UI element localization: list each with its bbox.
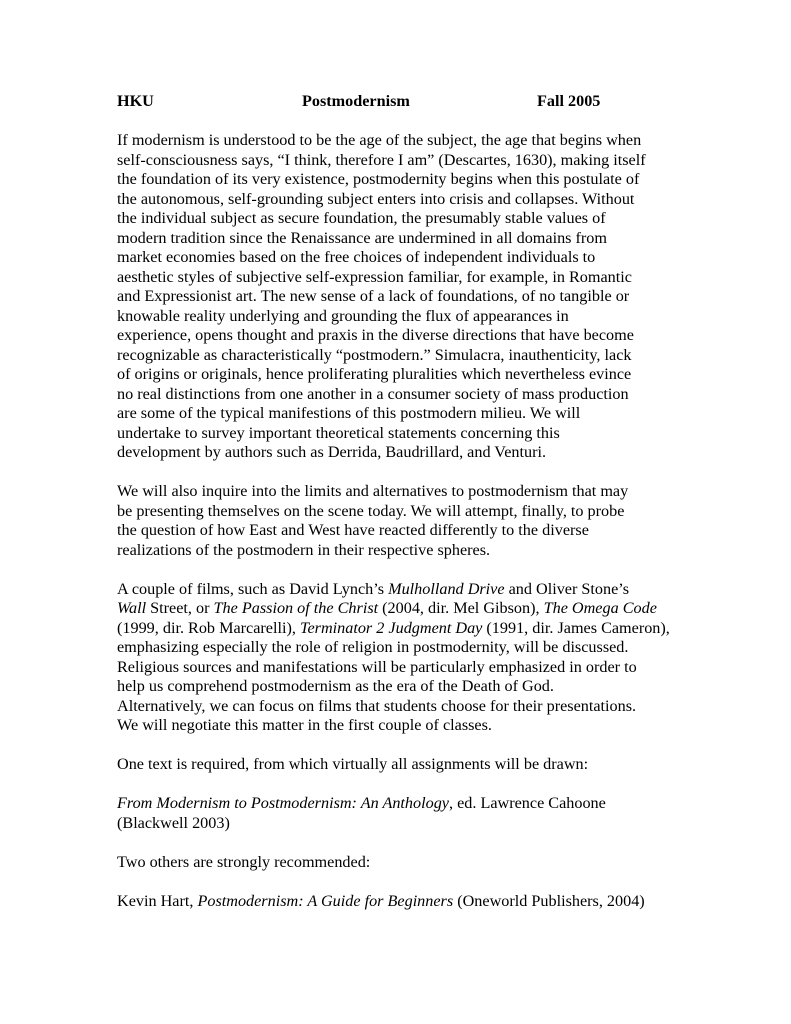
text-line: the question of how East and West have reacted differently to the diverse <box>117 521 589 539</box>
film-title: Mulholland Drive <box>388 579 505 598</box>
required-text-citation <box>117 794 677 833</box>
text-line <box>117 619 677 639</box>
film-title: The Omega Code <box>543 599 657 617</box>
syllabus-page <box>117 92 677 931</box>
film-title: Terminator 2 Judgment Day <box>299 618 483 637</box>
text-line: We will also inquire into the limits and alternatives to postmodernism that may <box>117 482 629 500</box>
text-line: If modernism is understood to be the age of the subject, the age that begins when <box>117 131 642 149</box>
text-line: be presenting themselves on the scene today. We will attempt, finally, to probe <box>117 501 625 520</box>
text-line <box>117 580 677 600</box>
text-line: aesthetic styles of subjective self-expression familiar, for example, in Romantic <box>117 267 632 286</box>
text-line: market economies based on the free choices of independent individuals to <box>117 248 596 266</box>
text-run: and Oliver Stone’s <box>504 579 630 598</box>
header-course-title: Postmodernism <box>302 92 410 110</box>
text-line: Two others are strongly recommended: <box>117 852 371 871</box>
paragraph-limits <box>117 482 677 560</box>
paragraph-introduction <box>117 131 677 463</box>
text-line: no real distinctions from one another in a consumer society of mass production <box>117 384 629 403</box>
text-line: the foundation of its very existence, postmodernity begins when this postulate of <box>117 170 640 188</box>
text-run: A couple of films, such as David Lynch’s <box>117 579 389 598</box>
film-title: Wall <box>117 599 147 617</box>
text-line: realizations of the postmodern in their respective spheres. <box>117 540 491 559</box>
text-line <box>117 892 677 912</box>
book-title: From Modernism to Postmodernism: An Anthology <box>117 794 449 812</box>
text-line: undertake to survey important theoretical statements concerning this <box>117 423 560 442</box>
text-line <box>117 794 677 814</box>
recommended-text-citation <box>117 892 677 912</box>
text-line: (Blackwell 2003) <box>117 813 230 832</box>
text-line: and Expressionist art. The new sense of a lack of foundations, of no tangible or <box>117 287 630 305</box>
text-line: emphasizing especially the role of religion in postmodernity, will be discussed. <box>117 638 629 656</box>
book-title: Postmodernism: A Guide for Beginners <box>197 891 454 910</box>
text-line: recognizable as characteristically “postmodern.” Simulacra, inauthenticity, lack <box>117 345 632 364</box>
header-institution: HKU <box>117 92 154 110</box>
text-line <box>117 599 677 619</box>
paragraph-required-intro <box>117 755 677 775</box>
text-line: One text is required, from which virtually all assignments will be drawn: <box>117 755 589 773</box>
text-run: , ed. Lawrence Cahoone <box>448 794 606 812</box>
header-term: Fall 2005 <box>537 92 601 110</box>
author-name: Kevin Hart, <box>117 891 198 910</box>
text-line: Religious sources and manifestations will be particularly emphasized in order to <box>117 657 637 676</box>
text-line: development by authors such as Derrida, Baudrillard, and Venturi. <box>117 443 547 461</box>
text-line: help us comprehend postmodernism as the era of the Death of God. <box>117 677 554 695</box>
paragraph-recommended-intro <box>117 853 677 873</box>
text-run: Street, or <box>146 599 214 617</box>
text-line: the individual subject as secure foundation, the presumably stable values of <box>117 209 606 227</box>
text-line: knowable reality underlying and grounding the flux of appearances in <box>117 306 569 325</box>
text-run: (2004, dir. Mel Gibson), <box>378 599 544 617</box>
text-line: Alternatively, we can focus on films that students choose for their presentations. <box>117 696 637 715</box>
text-line: experience, opens thought and praxis in the diverse directions that have become <box>117 326 634 344</box>
document-header <box>117 92 677 112</box>
text-line: of origins or originals, hence proliferating pluralities which nevertheless evince <box>117 365 632 383</box>
paragraph-films <box>117 580 677 736</box>
text-line: We will negotiate this matter in the first couple of classes. <box>117 716 492 734</box>
film-title: The Passion of the Christ <box>213 599 379 617</box>
text-run: (1991, dir. James Cameron), <box>482 618 670 637</box>
text-line: self-consciousness says, “I think, therefore I am” (Descartes, 1630), making itself <box>117 150 646 169</box>
text-line: the autonomous, self-grounding subject enters into crisis and collapses. Without <box>117 189 635 208</box>
text-line: modern tradition since the Renaissance are undermined in all domains from <box>117 228 607 247</box>
text-line: are some of the typical manifestions of this postmodern milieu. We will <box>117 404 581 422</box>
text-run: (1999, dir. Rob Marcarelli), <box>117 618 300 637</box>
text-run: (Oneworld Publishers, 2004) <box>453 891 645 910</box>
